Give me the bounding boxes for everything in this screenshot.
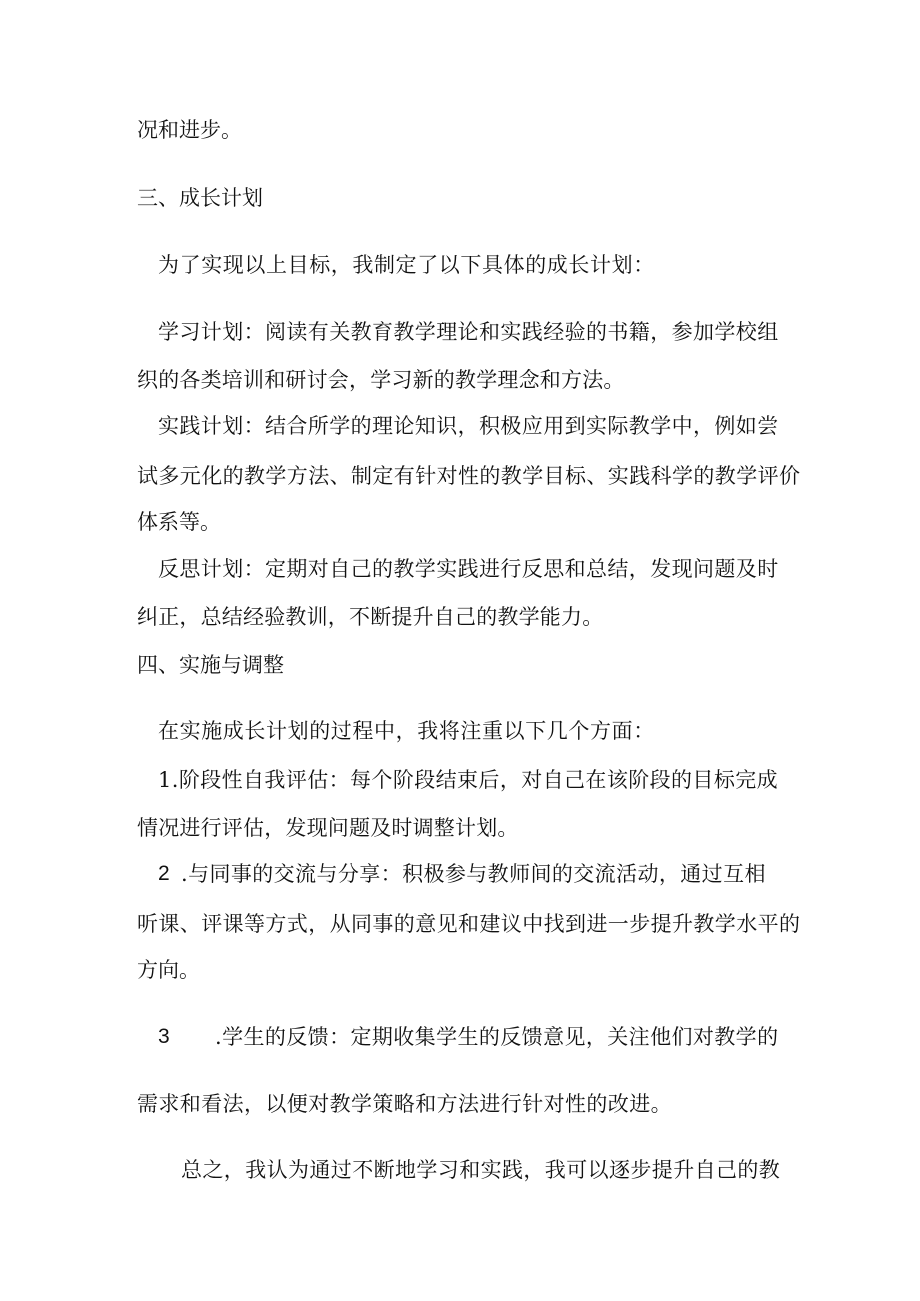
text-line: 在实施成长计划的过程中，我将注重以下几个方面： xyxy=(158,719,655,743)
text-line: 织的各类培训和研讨会，学习新的教学理念和方法。 xyxy=(137,368,625,392)
text-line: 体系等。 xyxy=(137,510,221,534)
section-heading: 四、实施与调整 xyxy=(137,653,284,677)
text-line: 纠正，总结经验教训，不断提升自己的教学能力。 xyxy=(137,605,604,629)
text-line: 方向。 xyxy=(137,958,200,982)
text-line: .与同事的交流与分享：积极参与教师间的交流活动，通过互相 xyxy=(181,862,766,886)
section-heading: 三、成长计划 xyxy=(137,186,263,210)
text-line: .学生的反馈：定期收集学生的反馈意见，关注他们对教学的 xyxy=(215,1025,779,1049)
list-number: 3 xyxy=(158,1025,170,1048)
text-line: 需求和看法，以便对教学策略和方法进行针对性的改进。 xyxy=(137,1092,672,1116)
text-line: 反思计划：定期对自己的教学实践进行反思和总结，发现问题及时 xyxy=(158,557,779,581)
text-line: 试多元化的教学方法、制定有针对性的教学目标、实践科学的教学评价 xyxy=(137,464,801,488)
list-number: 2 xyxy=(158,862,170,885)
text-line: 况和进步。 xyxy=(137,118,242,142)
text-line: 实践计划：结合所学的理论知识，积极应用到实际教学中，例如尝 xyxy=(158,414,779,438)
text-line: 听课、评课等方式，从同事的意见和建议中找到进一步提升教学水平的 xyxy=(137,912,801,936)
text-line: 1.阶段性自我评估：每个阶段结束后，对自己在该阶段的目标完成 xyxy=(158,768,779,792)
text-line: 为了实现以上目标，我制定了以下具体的成长计划： xyxy=(158,253,655,277)
text-line: 情况进行评估，发现问题及时调整计划。 xyxy=(137,816,519,840)
text-line: 学习计划：阅读有关教育教学理论和实践经验的书籍，参加学校组 xyxy=(158,320,779,344)
text-line: 总之，我认为通过不断地学习和实践，我可以逐步提升自己的教 xyxy=(181,1158,781,1182)
